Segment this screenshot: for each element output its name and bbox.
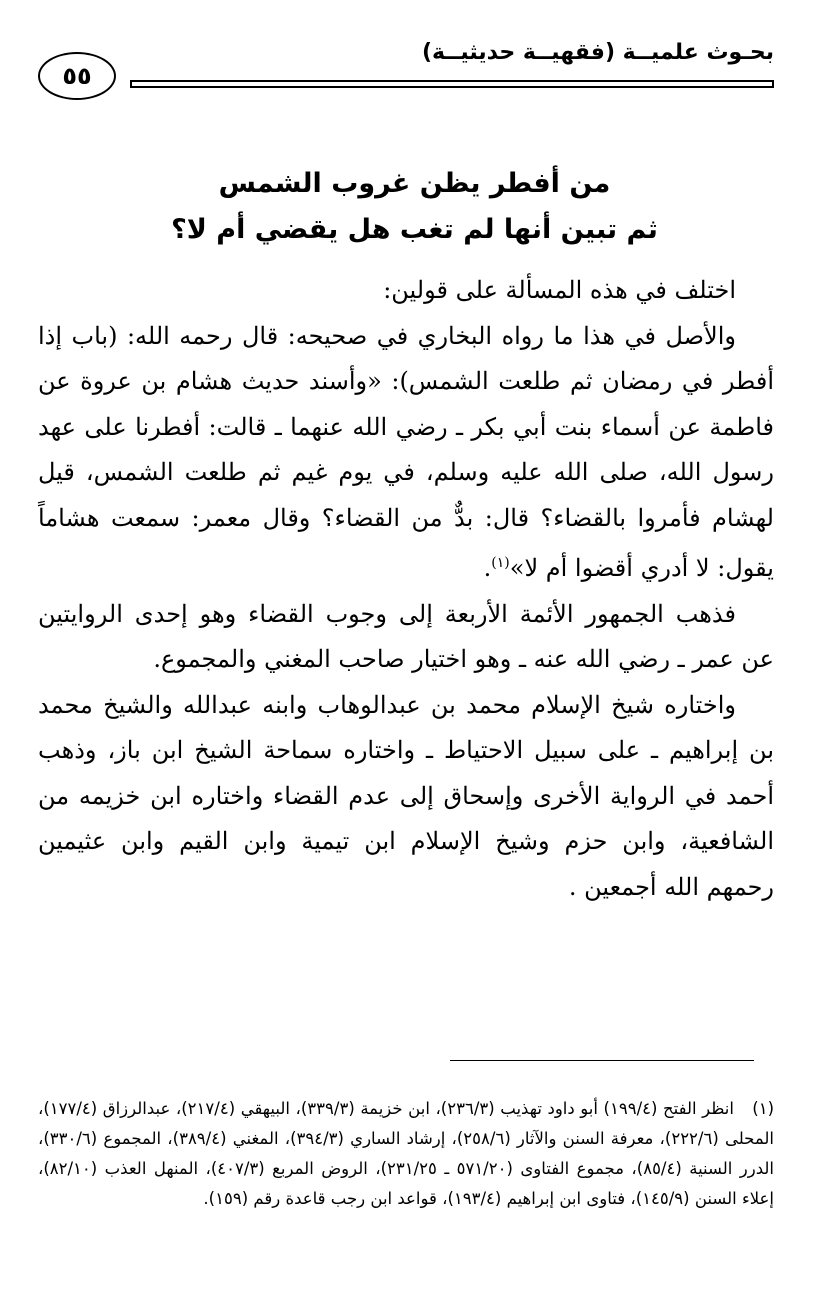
paragraph-hadith-end: . [483,554,492,582]
article-title-line-2: ثم تبين أنها لم تغب هل يقضي أم لا؟ [171,214,658,245]
header-double-rule [130,80,774,88]
paragraph-hadith-text: والأصل في هذا ما رواه البخاري في صحيحه: قال رحمه الله: (باب إذا أفطر في رمضان ثم طلعت الشمس): «وأسند حديث هشام بن عروة عن فاطمة عن أسماء بنت أبي بكر ـ رضي الله عنهما ـ قالت: أفطرنا على عهد رسول الله، صلى الله عليه وسلم، في يوم غيم ثم طلعت الشمس، قيل لهشام فأمروا بالقضاء؟ قال: بدٌّ من القضاء؟ وقال معمر: سمعت هشاماً يقول: لا أدري أقضوا أم لا» [38,321,774,582]
footnote-number: (١) [752,1099,774,1118]
page-number-badge [38,52,116,100]
article-title-line-1: من أفطر يظن غروب الشمس [218,168,611,199]
running-header-title: بحـوث علميــة (فقهيــة حديثيــة) [421,40,774,65]
page-number: ٥٥ [62,62,92,90]
paragraph-second-view: واختاره شيخ الإسلام محمد بن عبدالوهاب وابنه عبدالله والشيخ محمد بن إبراهيم ـ على سبيل الاحتياط ـ واختاره سماحة الشيخ ابن باز، وذهب أحمد في الرواية الأخرى وإسحاق إلى عدم القضاء واختاره ابن خزيمه من الشافعية، وابن حزم وشيخ الإسلام ابن تيمية وابن القيم وابن عثيمين رحمهم الله أجمعين . [38,690,774,901]
paragraph-intro: اختلف في هذه المسألة على قولين: [383,276,736,304]
footnote [38,1094,774,1214]
footnote-reference[interactable]: (١) [491,555,510,571]
paragraph-majority-view: فذهب الجمهور الأئمة الأربعة إلى وجوب القضاء وهو إحدى الروايتين عن عمر ـ رضي الله عنه ـ وهو اختيار صاحب المغني والمجموع. [38,599,774,673]
footnote-separator [450,1060,754,1061]
article-body [38,268,774,910]
footnote-text: انظر الفتح (١٩٩/٤) أبو داود تهذيب (٢٣٦/٣)، ابن خزيمة (٣٣٩/٣)، البيهقي (٢١٧/٤)، عبدالرزاق (١٧٧/٤)، المحلى (٢٢٢/٦)، معرفة السنن والآثار (٢٥٨/٦)، إرشاد الساري (٣٩٤/٣)، المغني (٣٨٩/٤)، المجموع (٣٣٠/٦)، الدرر السنية (٨٥/٤)، مجموع الفتاوى (٥٧١/٢٠ ـ ٢٣١/٢٥)، الروض المربع (٤٠٧/٣)، المنهل العذب (٨٢/١٠)، إعلاء السنن (١٤٥/٩)، فتاوى ابن إبراهيم (١٩٣/٤)، قواعد ابن رجب قاعدة رقم (١٥٩). [38,1099,774,1208]
paragraph-hadith [38,314,774,592]
